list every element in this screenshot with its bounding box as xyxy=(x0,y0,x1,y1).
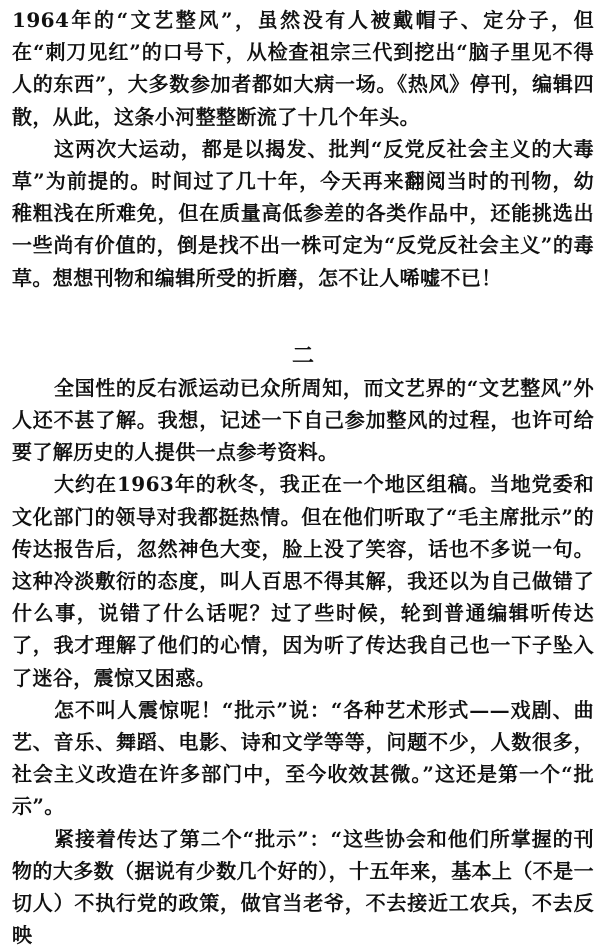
paragraph-3: 全国性的反右派运动已众所周知，而文艺界的“文艺整风”外人还不甚了解。我想，记述一下自己参加整风的过程，也许可给要了解历史的人提供一点参考资料。 xyxy=(12,375,594,465)
paragraph-1: 1964年的“文艺整风”，虽然没有人被戴帽子、定分子，但在“刺刀见红”的口号下，从检查祖宗三代到挖出“脑子里见不得人的东西”，大多数参加者都如大病一场。《热风》停刊，编辑四散，从此，这条小河整整断流了十几个年头。 xyxy=(12,8,594,129)
section-title: 二 xyxy=(291,342,314,369)
paragraph-5: 怎不叫人震惊呢！“批示”说：“各种艺术形式——戏剧、曲艺、音乐、舞蹈、电影、诗和文学等等，问题不少，人数很多，社会主义改造在许多部门中，至今收效甚微。”这还是第一个“批示”。 xyxy=(12,697,594,819)
paragraph-4: 大约在1963年的秋冬，我正在一个地区组稿。当地党委和文化部门的领导对我都挺热情。但在他们听取了“毛主席批示”的传达报告后，忽然神色大变，脸上没了笑容，话也不多说一句。这种冷淡敷衍的态度，叫人百思不得其解，我还以为自己做错了什么事，说错了什么话呢？过了些时候，轮到普通编辑听传达了，我才理解了他们的心情，因为听了传达我自己也一下子坠入了迷谷，震惊又困惑。 xyxy=(12,472,594,690)
paragraph-6: 紧接着传达了第二个“批示”：“这些协会和他们所掌握的刊物的大多数（据说有少数几个好的），十五年来，基本上（不是一切人）不执行党的政策，做官当老爷，不去接近工农兵，不去反映 xyxy=(12,826,594,948)
document-page xyxy=(12,4,594,948)
paragraph-2: 这两次大运动，都是以揭发、批判“反党反社会主义的大毒草”为前提的。时间过了几十年，今天再来翻阅当时的刊物，幼稚粗浅在所难免，但在质量高低参差的各类作品中，还能挑选出一些尚有价值的，倒是找不出一株可定为“反党反社会主义”的毒草。想想刊物和编辑所受的折磨，怎不让人唏嘘不已！ xyxy=(12,136,594,290)
